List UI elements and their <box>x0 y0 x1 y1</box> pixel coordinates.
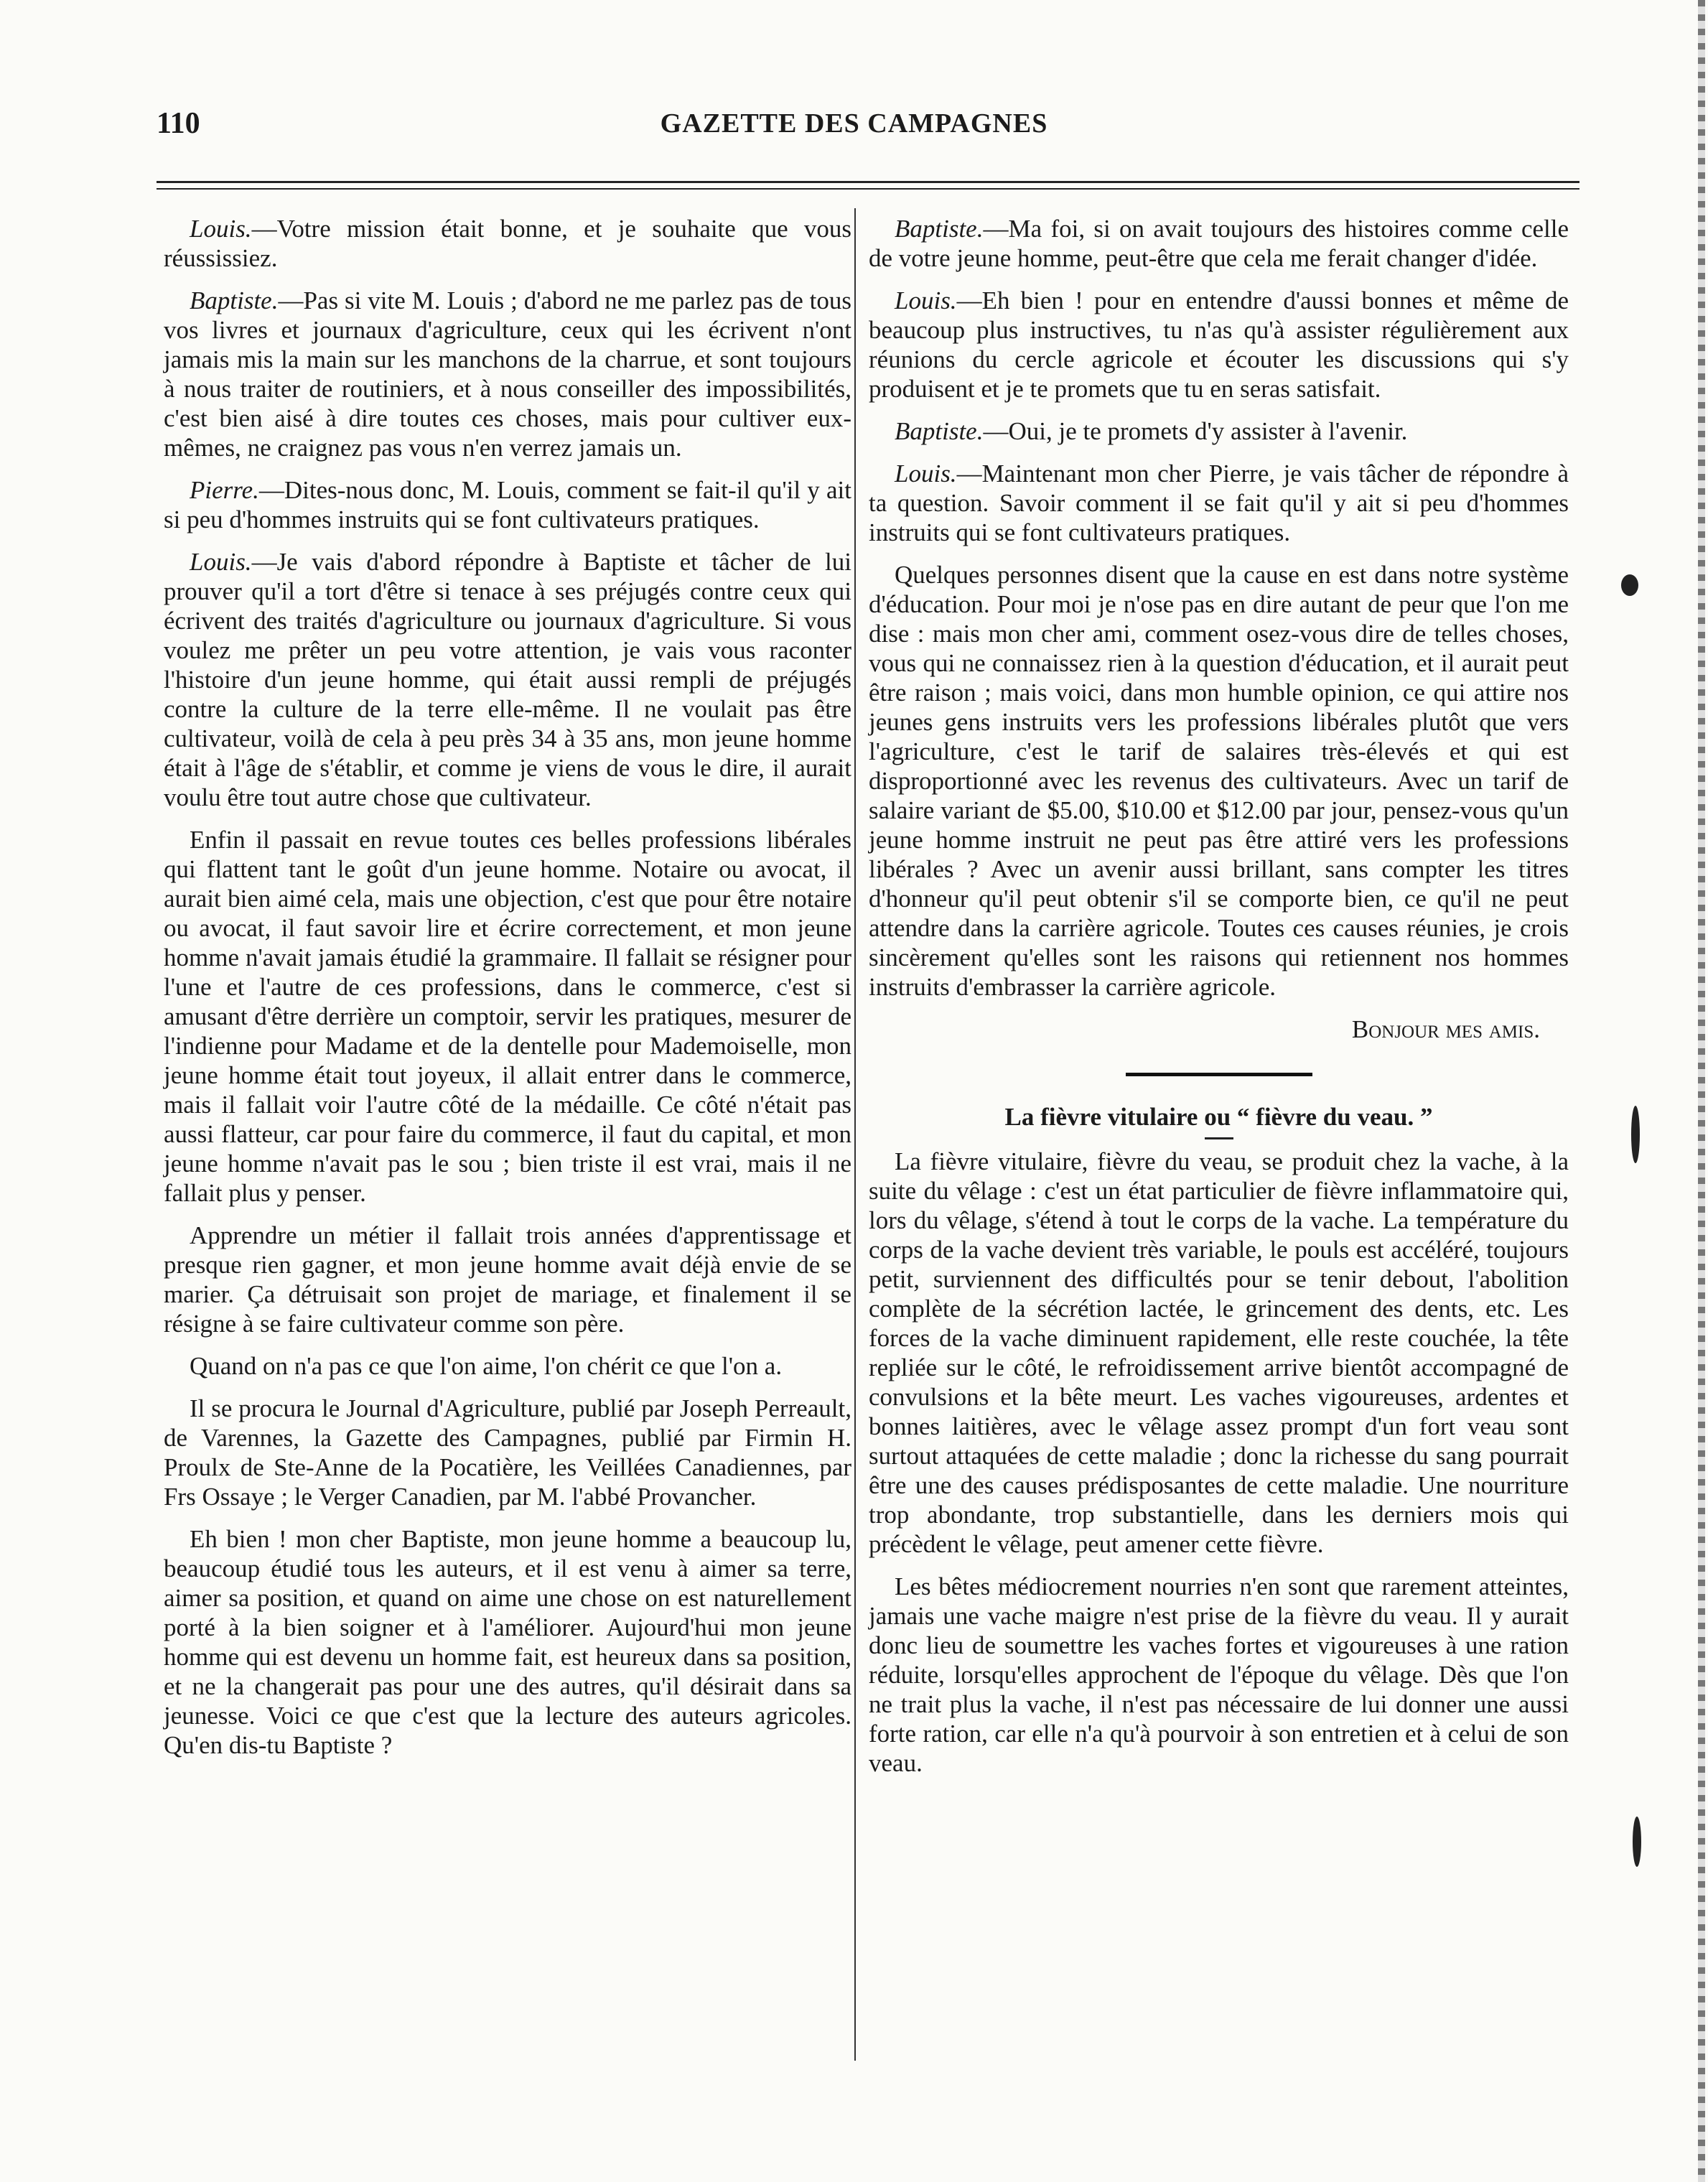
title-dash <box>1205 1137 1233 1139</box>
signature: Bonjour mes amis. <box>1351 1015 1540 1043</box>
body-paragraph: Enfin il passait en revue toutes ces belles professions libérales qui flattent tant le goût d'un jeune homme. Notaire ou avocat, il aurait bien aimé cela, mais une objection, c'est que pour être notaire ou avocat, il faut savoir lire et écrire correctement, et mon jeune homme n'avait jamais étudié la grammaire. Il fallait se résigner pour l'une et l'autre de ces professions, dans le commerce, c'est si amusant d'être derrière un comptoir, servir les pratiques, mesurer de l'indienne pour Madame et de la dentelle pour Mademoiselle, mon jeune homme était tout joyeux, il allait entrer dans le commerce, mais il fallait voir l'autre côté de la médaille. Ce côté n'était pas aussi flatteur, car pour faire du commerce, il faut du capital, et mon jeune homme n'avait pas le sou ; bien triste il est vrai, mais il ne fallait plus y penser. <box>164 826 851 1207</box>
ink-speck <box>1631 1106 1640 1163</box>
article-paragraph: La fièvre vitulaire, fièvre du veau, se produit chez la vache, à la suite du vêlage : c'est un état particulier de fièvre inflammatoire qui, lors du vêlage, s'étend à tout le corps de la vache. La température du corps de la vache devient très variable, le pouls est accéléré, toujours petit, surviennent des difficultés pour se tenir debout, l'abolition complète de la sécrétion lactée, le grincement des dents, etc. Les forces de la vache diminuent rapidement, elle reste couchée, la tête repliée sur le côté, le refroidissement arrive bientôt accompagné de convulsions et la bête meurt. Les vaches vigoureuses, ardentes et bonnes laitières, avec le vêlage assez prompt d'un fort veau sont surtout attaquées de cette maladie ; donc la richesse du sang pourrait être une des causes prédisposantes de cette maladie. Une nourriture trop abondante, trop substantielle, dans les derniers mois qui précèdent le vêlage, peut amener cette fièvre. <box>869 1147 1569 1558</box>
left-column <box>164 214 851 1773</box>
header-rule <box>157 188 1579 190</box>
article-paragraph: Les bêtes médiocrement nourries n'en sont que rarement atteintes, jamais une vache maigre n'est prise de la fièvre du veau. Il y aurait donc lieu de soumettre les vaches fortes et vigoureuses à une ration réduite, lorsqu'elles approchent de l'époque du vêlage. Dès que l'on ne trait plus la vache, il n'est pas nécessaire de lui donner une aussi forte ration, car elle n'a qu'à pourvoir à son entretien et à celui de son veau. <box>869 1572 1569 1777</box>
dialogue-paragraph: Louis.—Votre mission était bonne, et je souhaite que vous réussissiez. <box>164 215 851 272</box>
page-edge <box>1698 0 1705 2182</box>
body-paragraph: Quand on n'a pas ce que l'on aime, l'on chérit ce que l'on a. <box>190 1352 783 1380</box>
article-title: La fièvre vitulaire ou “ fièvre du veau. ” <box>1004 1103 1433 1131</box>
body-paragraph: Apprendre un métier il fallait trois années d'apprentissage et presque rien gagner, et mon jeune homme avait déjà envie de se marier. Ça détruisait son projet de mariage, et finalement il se résigne à se faire cultivateur comme son père. <box>164 1221 851 1338</box>
header-rule <box>157 181 1579 183</box>
column-divider <box>854 208 856 2061</box>
ink-speck <box>1633 1817 1641 1867</box>
dialogue-paragraph: Baptiste.—Oui, je te promets d'y assister à l'avenir. <box>895 417 1408 445</box>
dialogue-paragraph: Baptiste.—Ma foi, si on avait toujours des histoires comme celle de votre jeune homme, peut-être que cela me ferait changer d'idée. <box>869 215 1569 272</box>
page-number: 110 <box>157 107 200 140</box>
dialogue-paragraph: Louis.—Maintenant mon cher Pierre, je vais tâcher de répondre à ta question. Savoir comment il se fait qu'il y ait si peu d'hommes instruits qui se font cultivateurs pratiques. <box>869 460 1569 546</box>
body-paragraph: Eh bien ! mon cher Baptiste, mon jeune homme a beaucoup lu, beaucoup étudié tous les auteurs, et il est venu à aimer sa terre, aimer sa position, et quand on aime une chose on est naturellement porté à la bien soigner et à l'améliorer. Aujourd'hui mon jeune homme qui est devenu un homme fait, est heureux dans sa position, et ne la changerait pas pour une des autres, qu'il désirait dans sa jeunesse. Voici ce que c'est que la lecture des auteurs agricoles. Qu'en dis-tu Baptiste ? <box>164 1525 851 1759</box>
right-column <box>869 214 1569 1791</box>
dialogue-paragraph: Louis.—Eh bien ! pour en entendre d'aussi bonnes et même de beaucoup plus instructives, tu n'as qu'à assister régulièrement aux réunions du cercle agricole et écouter les discussions qui s'y produisent et je te promets que tu en seras satisfait. <box>869 286 1569 403</box>
dialogue-paragraph: Louis.—Je vais d'abord répondre à Baptiste et tâcher de lui prouver qu'il a tort d'être si tenace à ses préjugés contre ceux qui écrivent des traités d'agriculture ou journaux d'agriculture. Si vous voulez me prêter un peu votre attention, je vais vous raconter l'histoire d'un jeune homme, qui était aussi rempli de préjugés contre la culture de la terre elle-même. Il ne voulait pas être cultivateur, voilà de cela à peu près 34 à 35 ans, mon jeune homme était à l'âge de s'établir, et comme je viens de vous le dire, il aurait voulu être tout autre chose que cultivateur. <box>164 548 851 811</box>
body-paragraph: Quelques personnes disent que la cause en est dans notre système d'éducation. Pour moi je n'ose pas en dire autant de peur que l'on me dise : mais mon cher ami, comment osez-vous dire de telles choses, vous qui ne connaissez rien à la question d'éducation, et il aurait peut être raison ; mais voici, dans mon humble opinion, ce qui attire nos jeunes gens instruits vers les professions libérales plutôt que vers l'agriculture, c'est le tarif de salaires très-élevés et qui est disproportionné avec les revenus des cultivateurs. Avec un tarif de salaire variant de $5.00, $10.00 et $12.00 par jour, pensez-vous qu'un jeune homme instruit ne peut pas être attiré vers les professions libérales ? Avec un avenir aussi brillant, sans compter les titres d'honneur qu'il peut obtenir s'il se comporte bien, ce qu'il ne peut attendre dans la carrière agricole. Toutes ces causes réunies, je crois sincèrement qu'elles sont les raisons qui retiennent nos hommes instruits d'embrasser la carrière agricole. <box>869 561 1569 1001</box>
ink-speck <box>1621 574 1638 596</box>
section-rule <box>1126 1073 1312 1076</box>
body-paragraph: Il se procura le Journal d'Agriculture, publié par Joseph Perreault, de Varennes, la Gazette des Campagnes, publié par Firmin H. Proulx de Ste-Anne de la Pocatière, les Veillées Canadiennes, par Frs Ossaye ; le Verger Canadien, par M. l'abbé Provancher. <box>164 1394 851 1511</box>
dialogue-paragraph: Pierre.—Dites-nous donc, M. Louis, comment se fait-il qu'il y ait si peu d'hommes instruits qui se font cultivateurs pratiques. <box>164 476 851 533</box>
dialogue-paragraph: Baptiste.—Pas si vite M. Louis ; d'abord ne me parlez pas de tous vos livres et journaux d'agriculture, ceux qui les écrivent n'ont jamais mis la main sur les manchons de la charrue, et sont toujours à nous traiter de routiniers, et à nous conseiller des impossibilités, c'est bien aisé à dire toutes ces choses, mais pour cultiver eux-mêmes, ne craignez pas vous n'en verrez jamais un. <box>164 286 851 462</box>
running-head: GAZETTE DES CAMPAGNES <box>660 108 1048 139</box>
